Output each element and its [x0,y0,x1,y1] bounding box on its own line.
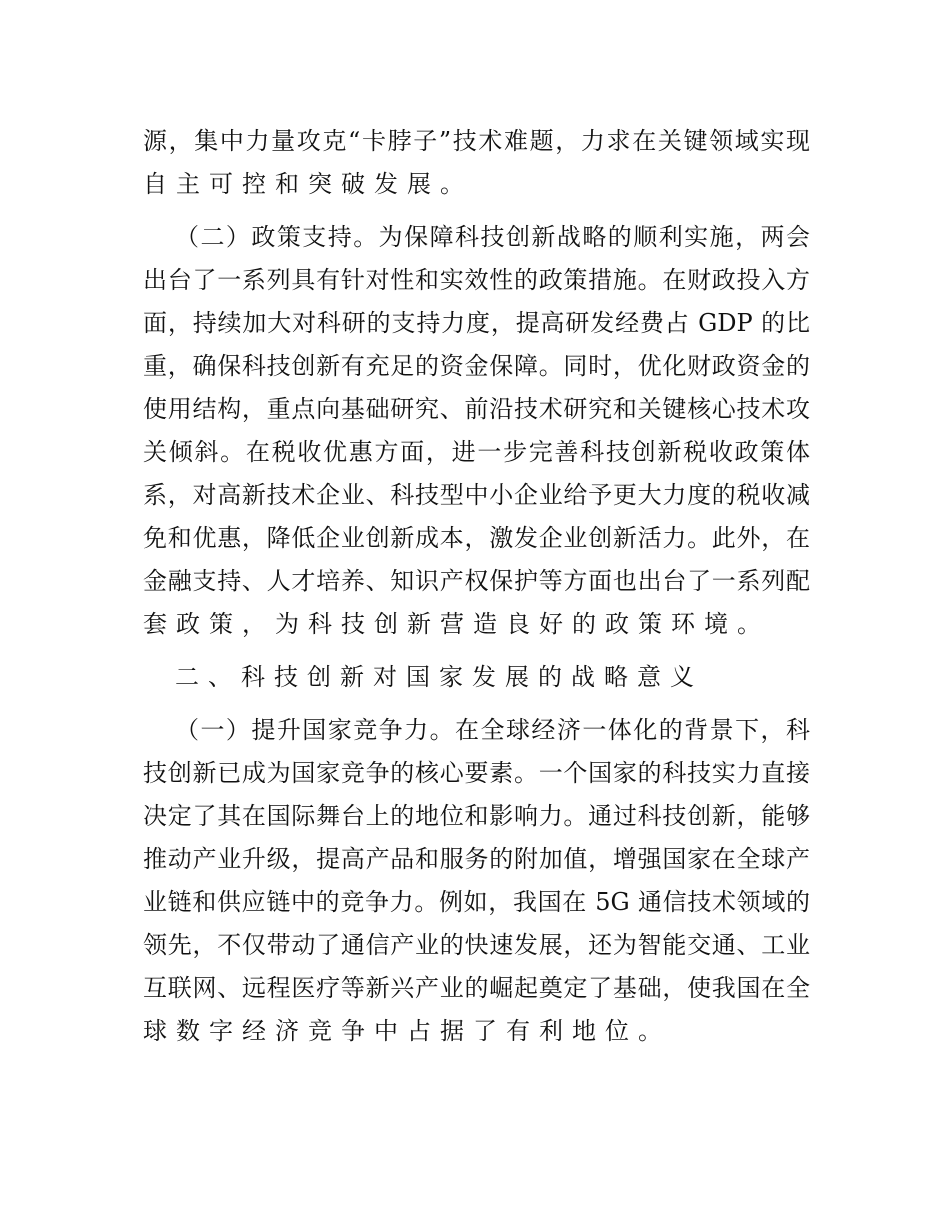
text-line: 系，对高新技术企业、科技型中小企业给予更大力度的税收减 [143,481,810,509]
text-line: 源，集中力量攻克“卡脖子”技术难题，力求在关键领域实现 [143,127,810,155]
text-line: 关倾斜。在税收优惠方面，进一步完善科技创新税收政策体 [143,438,810,466]
text-line: 领先，不仅带动了通信产业的快速发展，还为智能交通、工业 [143,931,810,959]
text-line: 出台了一系列具有针对性和实效性的政策措施。在财政投入方 [143,266,810,294]
paragraph [143,216,810,646]
section-heading [143,656,810,699]
text-line: 业链和供应链中的竞争力。例如，我国在 5G 通信技术领域的 [143,888,810,916]
paragraph [143,709,810,1053]
text-line: 技创新已成为国家竞争的核心要素。一个国家的科技实力直接 [143,759,810,787]
text-line: 使用结构，重点向基础研究、前沿技术研究和关键核心技术攻 [143,395,810,423]
paragraph [143,120,810,206]
text-line: 金融支持、人才培养、知识产权保护等方面也出台了一系列配 [143,567,810,595]
text-line: 决定了其在国际舞台上的地位和影响力。通过科技创新，能够 [143,802,810,830]
document-page [143,120,810,1063]
text-line: 二、科技创新对国家发展的战略意义 [175,663,703,691]
text-line: 面，持续加大对科研的支持力度，提高研发经费占 GDP 的比 [143,309,810,337]
text-line: 互联网、远程医疗等新兴产业的崛起奠定了基础，使我国在全 [143,974,810,1002]
text-line: （二）政策支持。为保障科技创新战略的顺利实施，两会 [175,223,810,251]
text-line: 免和优惠，降低企业创新成本，激发企业创新活力。此外，在 [143,524,810,552]
text-line: 自主可控和突破发展。 [143,170,473,198]
text-line: （一）提升国家竞争力。在全球经济一体化的背景下，科 [175,716,810,744]
text-line: 球数字经济竞争中占据了有利地位。 [143,1017,671,1045]
text-line: 套政策，为科技创新营造良好的政策环境。 [143,610,770,638]
text-line: 重，确保科技创新有充足的资金保障。同时，优化财政资金的 [143,352,810,380]
text-line: 推动产业升级，提高产品和服务的附加值，增强国家在全球产 [143,845,810,873]
